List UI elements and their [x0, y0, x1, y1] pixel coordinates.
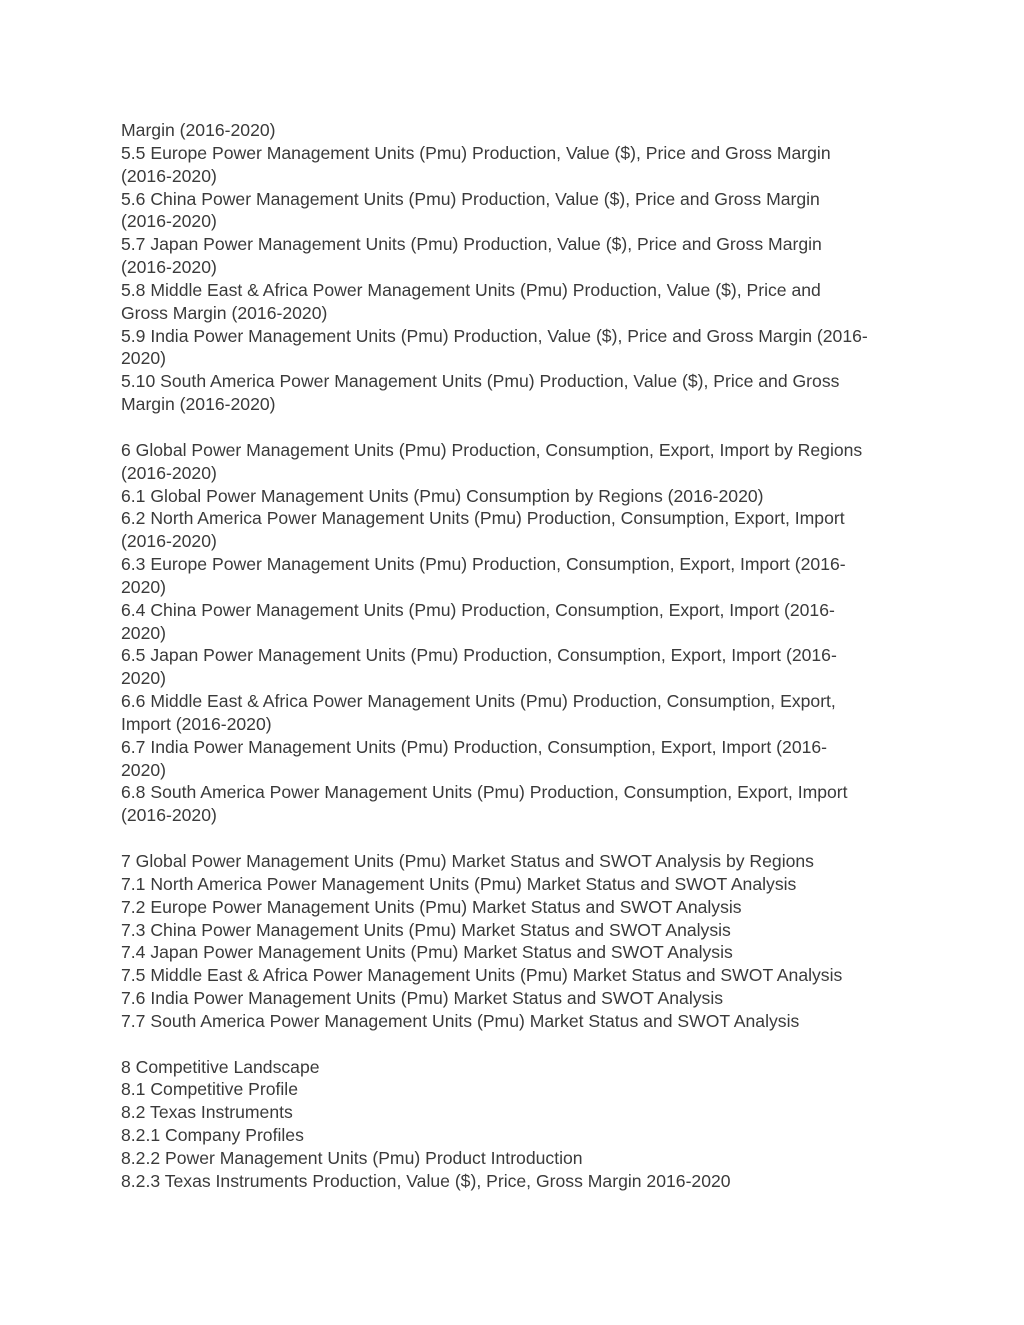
toc-line: 8.2.3 Texas Instruments Production, Value ($), Price, Gross Margin 2016-2020	[121, 1170, 731, 1191]
toc-line: 6.6 Middle East & Africa Power Management Units (Pmu) Production, Consumption, Export,	[121, 691, 836, 712]
toc-line: (2016-2020)	[121, 805, 217, 826]
toc-line: 6.2 North America Power Management Units (Pmu) Production, Consumption, Export, Import	[121, 508, 845, 529]
toc-line: 6.1 Global Power Management Units (Pmu) Consumption by Regions (2016-2020)	[121, 485, 764, 506]
toc-line: Gross Margin (2016-2020)	[121, 302, 328, 323]
toc-line: 5.5 Europe Power Management Units (Pmu) Production, Value ($), Price and Gross Margin	[121, 142, 831, 163]
toc-line: (2016-2020)	[121, 165, 217, 186]
toc-line: 6.7 India Power Management Units (Pmu) Production, Consumption, Export, Import (2016-	[121, 736, 828, 757]
toc-section	[121, 439, 911, 827]
toc-line: 2020)	[121, 668, 166, 689]
toc-line: Margin (2016-2020)	[121, 120, 276, 140]
toc-line: 7.2 Europe Power Management Units (Pmu) Market Status and SWOT Analysis	[121, 896, 742, 917]
toc-line: 8.2.1 Company Profiles	[121, 1125, 304, 1146]
toc-line: 5.6 China Power Management Units (Pmu) Production, Value ($), Price and Gross Margin	[121, 188, 820, 209]
toc-line: 5.9 India Power Management Units (Pmu) Production, Value ($), Price and Gross Margin (2016-	[121, 325, 868, 346]
toc-line: Import (2016-2020)	[121, 713, 272, 734]
toc-line: (2016-2020)	[121, 211, 217, 232]
toc-line: 5.8 Middle East & Africa Power Management Units (Pmu) Production, Value ($), Price and	[121, 279, 821, 300]
toc-line: 6.8 South America Power Management Units (Pmu) Production, Consumption, Export, Import	[121, 782, 848, 803]
toc-line: 6.3 Europe Power Management Units (Pmu) Production, Consumption, Export, Import (2016-	[121, 554, 846, 575]
toc-line: 7 Global Power Management Units (Pmu) Market Status and SWOT Analysis by Regions	[121, 851, 814, 871]
toc-line: 7.5 Middle East & Africa Power Management Units (Pmu) Market Status and SWOT Analysis	[121, 965, 843, 986]
toc-line: 7.1 North America Power Management Units (Pmu) Market Status and SWOT Analysis	[121, 873, 797, 894]
toc-line: 2020)	[121, 576, 166, 597]
toc-line: 5.7 Japan Power Management Units (Pmu) Production, Value ($), Price and Gross Margin	[121, 234, 822, 255]
toc-line: 5.10 South America Power Management Units (Pmu) Production, Value ($), Price and Gross	[121, 371, 840, 392]
toc-line: (2016-2020)	[121, 531, 217, 552]
toc-line: (2016-2020)	[121, 257, 217, 278]
toc-line: 6.5 Japan Power Management Units (Pmu) Production, Consumption, Export, Import (2016-	[121, 645, 837, 666]
toc-line: 6 Global Power Management Units (Pmu) Production, Consumption, Export, Import by Regions	[121, 439, 863, 460]
toc-line: 7.3 China Power Management Units (Pmu) Market Status and SWOT Analysis	[121, 919, 731, 940]
toc-section	[121, 119, 911, 416]
toc-section	[121, 850, 911, 1033]
document-page	[121, 119, 911, 1216]
toc-line: Margin (2016-2020)	[121, 394, 276, 415]
toc-line: (2016-2020)	[121, 462, 217, 483]
toc-line: 8.1 Competitive Profile	[121, 1079, 298, 1100]
toc-line: 6.4 China Power Management Units (Pmu) Production, Consumption, Export, Import (2016-	[121, 599, 835, 620]
toc-line: 7.4 Japan Power Management Units (Pmu) Market Status and SWOT Analysis	[121, 942, 733, 963]
toc-line: 2020)	[121, 759, 166, 780]
toc-line: 7.6 India Power Management Units (Pmu) Market Status and SWOT Analysis	[121, 988, 724, 1009]
toc-line: 8 Competitive Landscape	[121, 1056, 320, 1077]
toc-line: 2020)	[121, 348, 166, 369]
toc-line: 7.7 South America Power Management Units (Pmu) Market Status and SWOT Analysis	[121, 1010, 800, 1031]
toc-line: 2020)	[121, 622, 166, 643]
toc-section	[121, 1056, 911, 1193]
toc-line: 8.2 Texas Instruments	[121, 1102, 293, 1123]
toc-line: 8.2.2 Power Management Units (Pmu) Product Introduction	[121, 1147, 583, 1168]
